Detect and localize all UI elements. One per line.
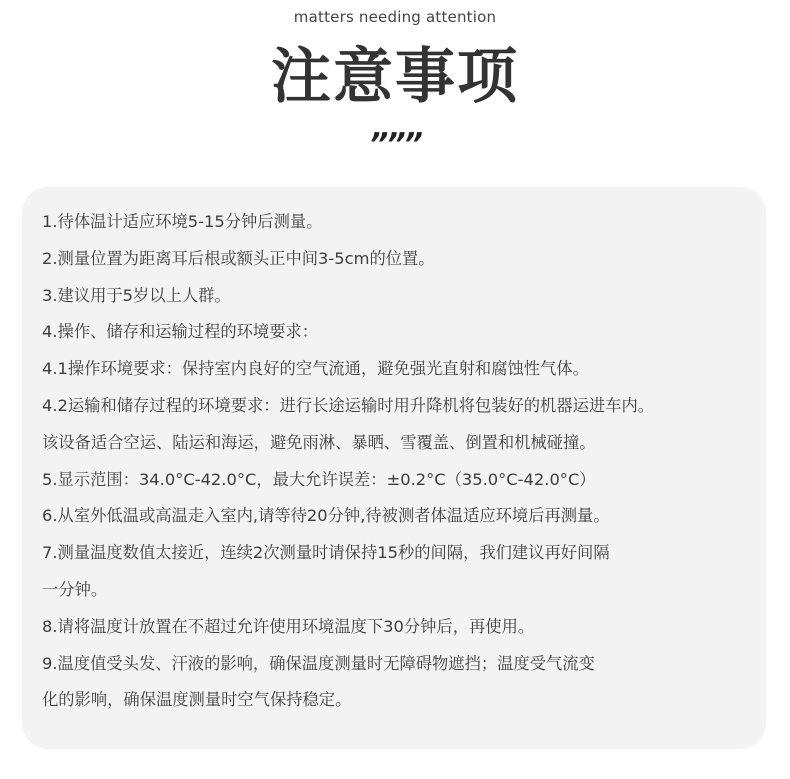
note-line: 8.请将温度计放置在不超过允许使用环境温度下30分钟后，再使用。 <box>42 616 535 636</box>
note-line: 1.待体温计适应环境5-15分钟后测量。 <box>42 212 323 231</box>
note-line: 该设备适合空运、陆运和海运，避免雨淋、暴晒、雪覆盖、倒置和机械碰撞。 <box>42 432 596 452</box>
note-line: 3.建议用于5岁以上人群。 <box>42 285 231 305</box>
note-line: 2.测量位置为距离耳后根或额头正中间3-5cm的位置。 <box>42 248 435 268</box>
note-line: 4.操作、储存和运输过程的环境要求： <box>42 322 319 342</box>
note-line: 7.测量温度数值太接近，连续2次测量时请保持15秒的间隔，我们建议再好间隔 <box>42 543 610 563</box>
note-line: 化的影响，确保温度测量时空气保持稳定。 <box>42 690 352 710</box>
quote-decoration: ””” <box>369 127 421 162</box>
page-subtitle: matters needing attention <box>293 8 497 26</box>
page-title: 注意事项 <box>271 42 519 112</box>
notes-list <box>42 204 762 719</box>
note-line: 一分钟。 <box>42 579 108 599</box>
note-line: 6.从室外低温或高温走入室内,请等待20分钟,待被测者体温适应环境后再测量。 <box>42 506 610 526</box>
note-line: 5.显示范围：34.0°C-42.0°C，最大允许误差：±0.2°C（35.0°C-42.0°C） <box>42 469 596 489</box>
note-line: 4.2运输和储存过程的环境要求：进行长途运输时用升降机将包装好的机器运进车内。 <box>42 395 655 415</box>
note-line: 9.温度值受头发、汗液的影响，确保温度测量时无障碍物遮挡；温度受气流变 <box>42 653 595 673</box>
note-line: 4.1操作环境要求：保持室内良好的空气流通，避免强光直射和腐蚀性气体。 <box>42 359 589 379</box>
